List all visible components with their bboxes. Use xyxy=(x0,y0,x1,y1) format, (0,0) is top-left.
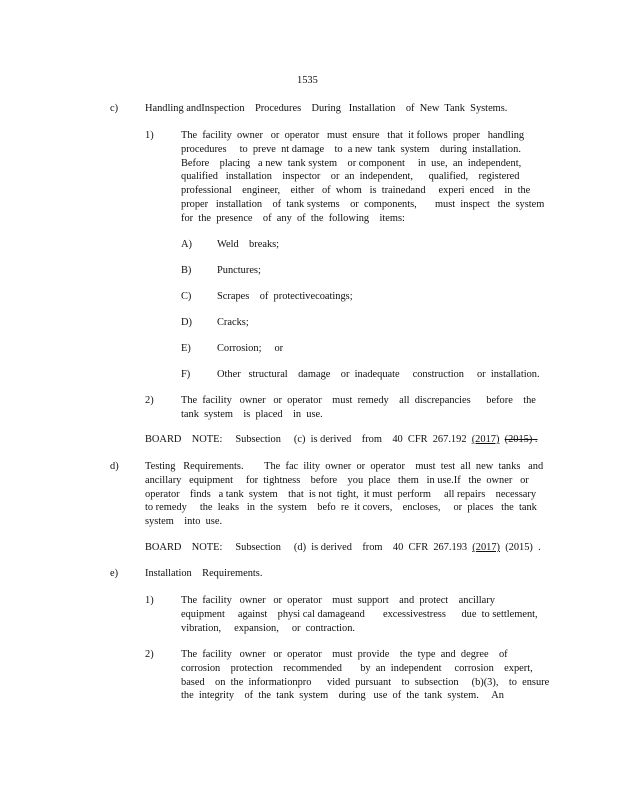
text-line: the integrity of the tank system during use of the tank system. An xyxy=(181,690,504,702)
deleted-text: (2015) xyxy=(504,434,533,445)
text-line: corrosion protection recommended by an independent corrosion expert, xyxy=(181,662,533,674)
inserted-text: (2017) xyxy=(472,542,500,553)
text-line: professional engineer, either of whom is trainedand experi enced in the xyxy=(181,185,531,197)
text-line: procedures to preve nt damage to a new tank system during installation. xyxy=(181,143,521,155)
section-c-label: c) xyxy=(110,103,119,114)
subitem-e-text: Corrosion; or xyxy=(217,343,284,354)
text-line: based on the informationpro vided pursuant to subsection (b)(3), to ensure xyxy=(181,676,550,688)
subitem-d-text: Cracks; xyxy=(217,317,249,328)
e1-label: 1) xyxy=(145,595,154,606)
text-line: system into use. xyxy=(145,516,223,528)
c2-label: 2) xyxy=(145,395,154,406)
section-e-heading: Installation Requirements. xyxy=(145,568,263,579)
e2-paragraph xyxy=(181,648,549,703)
text-line: vibration, expansion, or contraction. xyxy=(181,622,356,634)
text-line: tank system is placed in use. xyxy=(181,408,323,420)
subitem-c-text: Scrapes of protectivecoatings; xyxy=(217,291,353,302)
section-d-paragraph xyxy=(145,460,543,529)
text-line: ancillary equipment for tightness before you place them in use.If the owner or xyxy=(145,474,529,486)
text-line: operator finds a tank system that is not tight, it must perform all repairs necessary xyxy=(145,488,537,500)
note-text: BOARD NOTE: Subsection (d) is derived from 40 CFR 267.193 xyxy=(145,542,473,553)
text-line: proper installation of tank systems or components, must inspect the system xyxy=(181,198,545,210)
e1-paragraph xyxy=(181,594,538,635)
inserted-text: (2017) xyxy=(471,434,500,445)
note-end: . xyxy=(532,434,538,445)
section-c-heading: Handling andInspection Procedures During Installation of New Tank Systems. xyxy=(145,103,508,114)
note-end: (2015) . xyxy=(500,542,541,553)
subitem-b-label: B) xyxy=(181,265,192,276)
subitem-f-text: Other structural damage or inadequate construction or installation. xyxy=(217,369,540,380)
text-line: equipment against physi cal damageand excessivestress due to settlement, xyxy=(181,608,538,620)
text-line: qualified installation inspector or an independent, qualified, registered xyxy=(181,171,520,183)
section-e-label: e) xyxy=(110,568,119,579)
subitem-a-text: Weld breaks; xyxy=(217,239,280,250)
note-text: BOARD NOTE: Subsection (c) is derived from 40 CFR 267.192 xyxy=(145,434,472,445)
board-note-c xyxy=(145,433,538,447)
text-line: The facility owner or operator must provide the type and degree of xyxy=(181,649,508,660)
text-line: Testing Requirements. The fac ility owner or operator must test all new tanks and xyxy=(145,461,544,472)
subitem-e-label: E) xyxy=(181,343,191,354)
subitem-d-label: D) xyxy=(181,317,192,328)
text-line: to remedy the leaks in the system befo re it covers, encloses, or places the tank xyxy=(145,502,537,514)
text-line: The facility owner or operator must remedy all discrepancies before the xyxy=(181,395,536,406)
subitem-f-label: F) xyxy=(181,369,191,380)
text-line: Before placing a new tank system or component in use, an independent, xyxy=(181,157,522,169)
text-line: The facility owner or operator must ensure that it follows proper handling xyxy=(181,130,525,141)
board-note-d xyxy=(145,541,541,555)
c2-paragraph xyxy=(181,394,536,422)
text-line: The facility owner or operator must support and protect ancillary xyxy=(181,595,495,606)
c1-paragraph xyxy=(181,129,544,226)
text-line: for the presence of any of the following items: xyxy=(181,212,405,224)
c1-label: 1) xyxy=(145,130,154,141)
section-d-label: d) xyxy=(110,461,119,472)
subitem-b-text: Punctures; xyxy=(217,265,261,276)
page-number: 1535 xyxy=(297,75,318,86)
subitem-c-label: C) xyxy=(181,291,192,302)
subitem-a-label: A) xyxy=(181,239,192,250)
e2-label: 2) xyxy=(145,649,154,660)
